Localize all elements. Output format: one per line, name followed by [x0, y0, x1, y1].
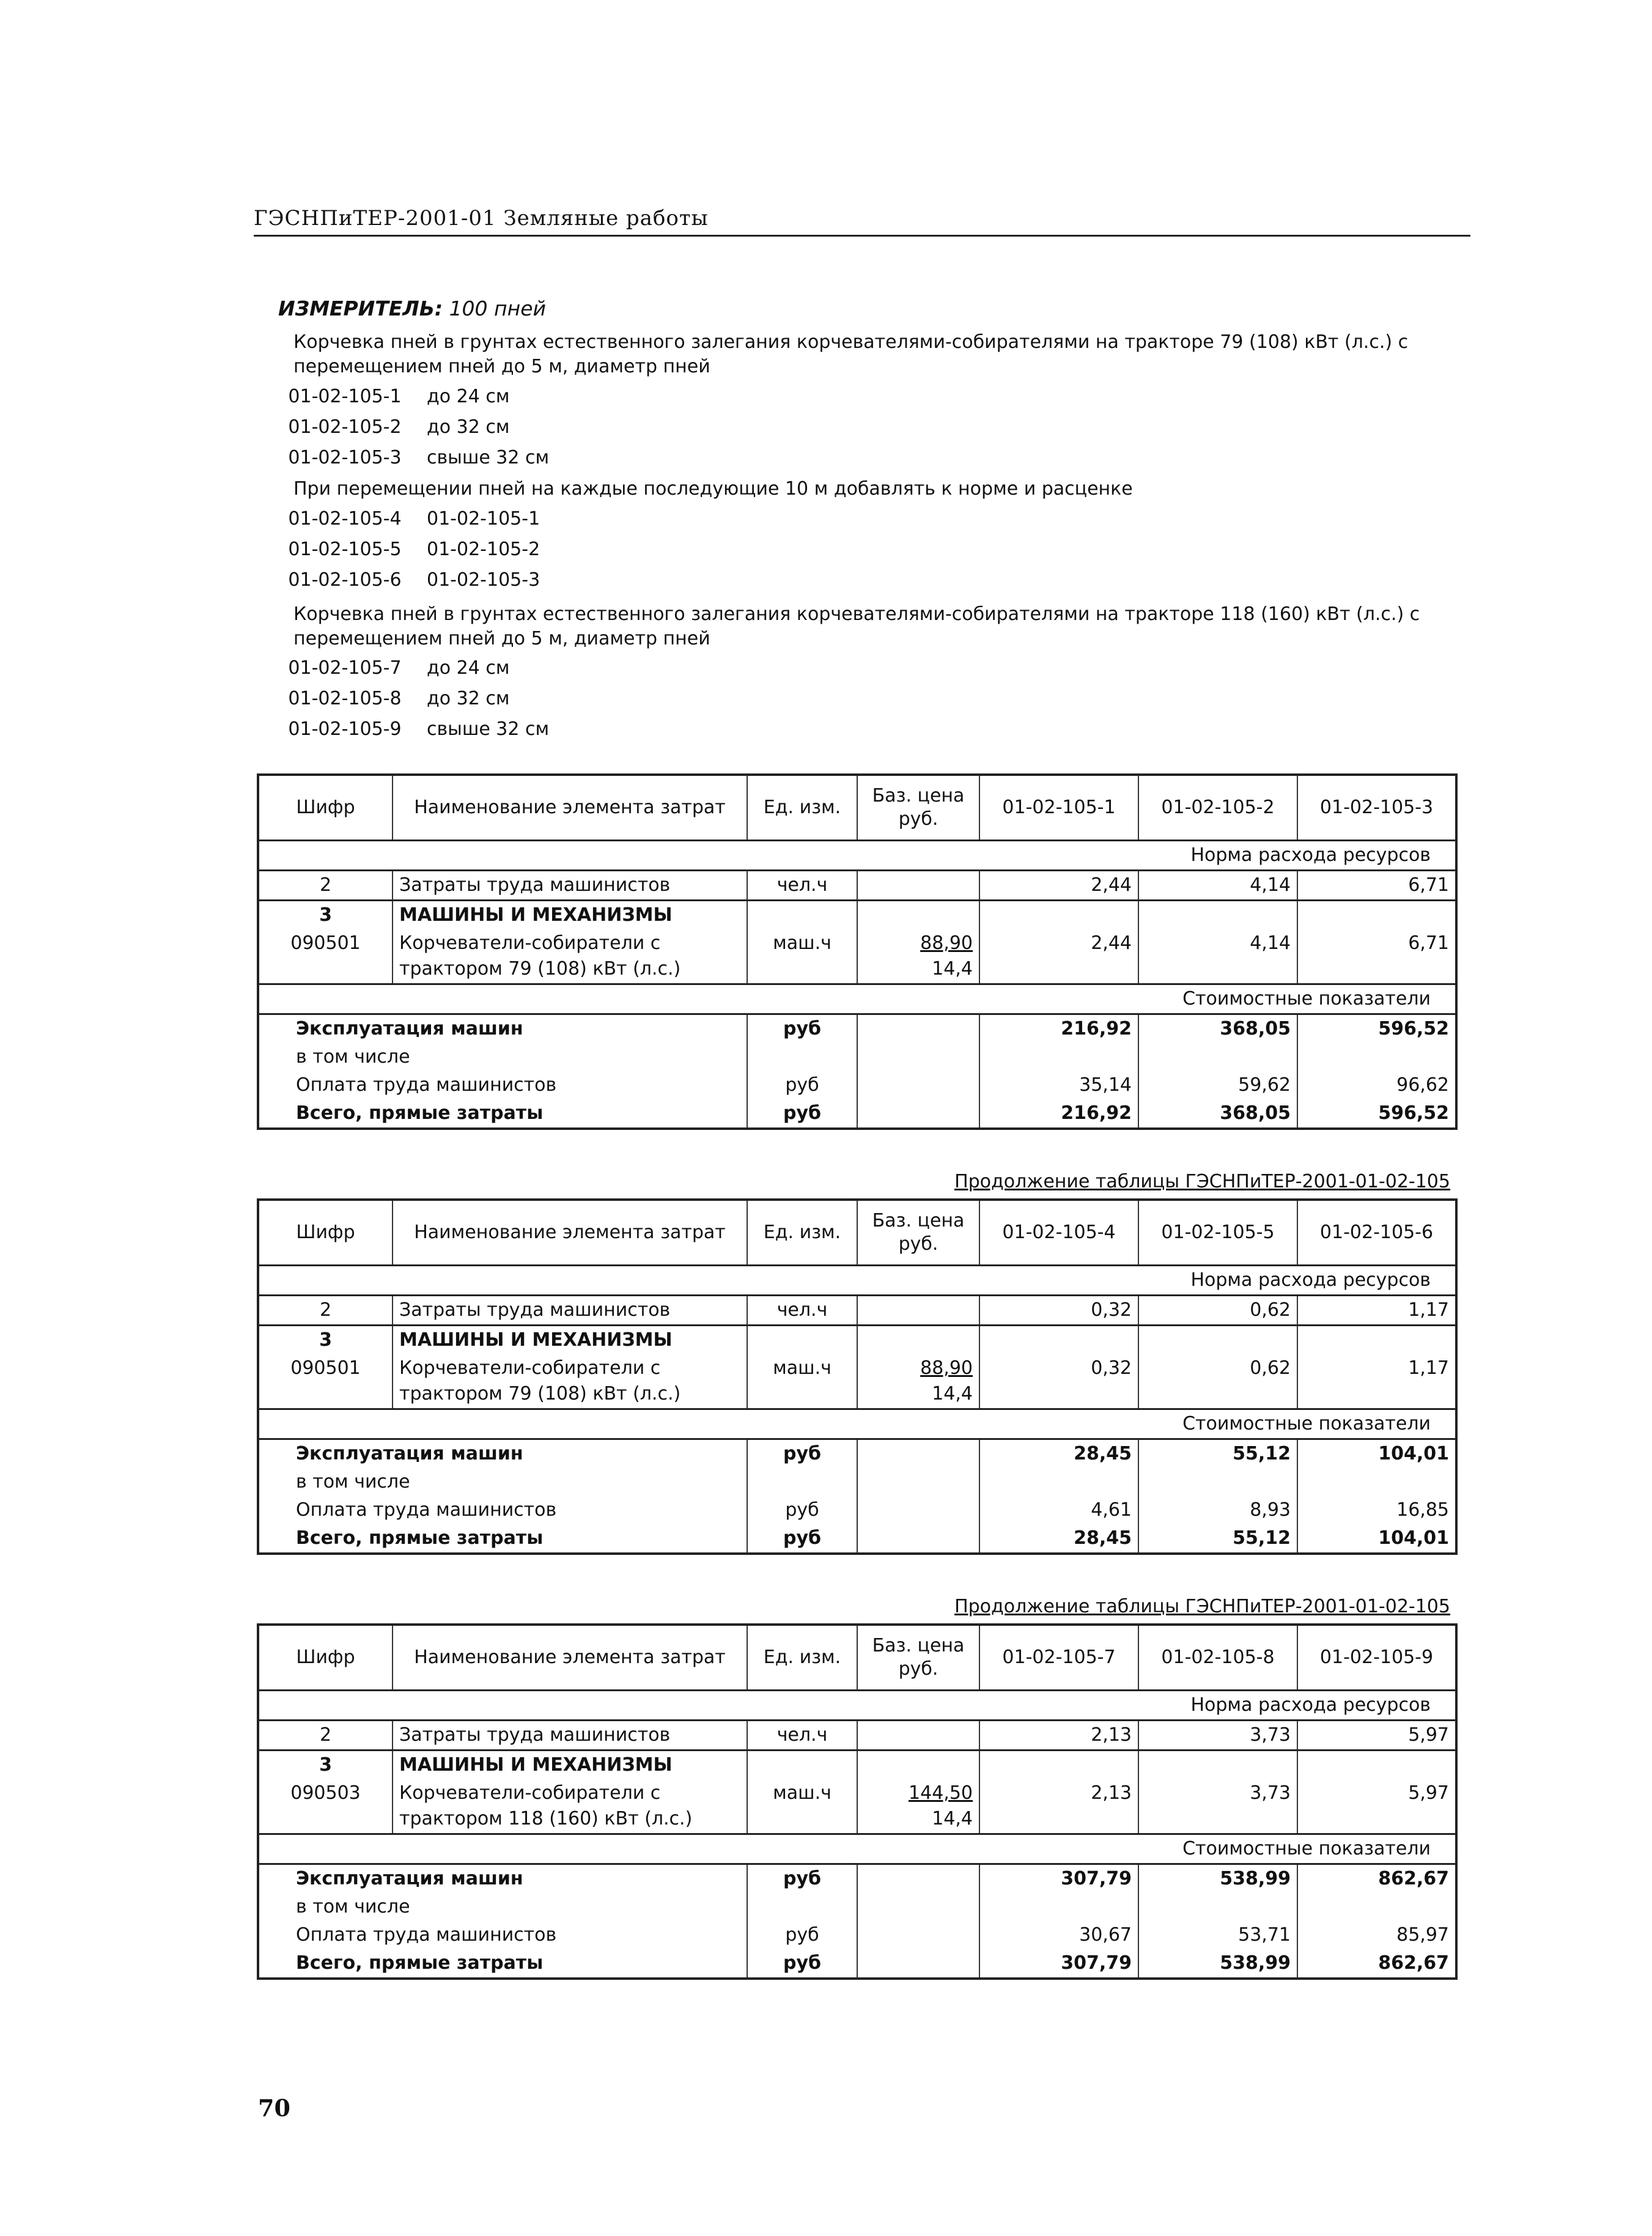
- row-value: 538,99: [1138, 1864, 1297, 1894]
- table-continuation-caption: Продолжение таблицы ГЭСНПиТЕР-2001-01-02-105: [954, 1596, 1450, 1617]
- cost-section-label: Стоимостные показатели: [258, 1409, 1456, 1439]
- col-header-price: Баз. цена руб.: [857, 1625, 979, 1691]
- table-row: [258, 1496, 1456, 1524]
- row-num: 2: [258, 1721, 393, 1751]
- code-line: [263, 715, 549, 743]
- code-desc: свыше 32 см: [427, 447, 550, 468]
- col-header-unit: Ед. изм.: [747, 1625, 857, 1691]
- row-value: 4,61: [979, 1496, 1138, 1524]
- machine-unit: маш.ч: [747, 1779, 857, 1834]
- table-row: [258, 1296, 1456, 1326]
- table-continuation-caption: Продолжение таблицы ГЭСНПиТЕР-2001-01-02-105: [954, 1171, 1450, 1192]
- col-header-code: Шифр: [258, 1200, 393, 1266]
- code-line: [263, 654, 509, 682]
- code: 01-02-105-5: [288, 539, 402, 560]
- table-row: [258, 1071, 1456, 1099]
- group3-description: Корчевка пней в грунтах естественного залегания корчевателями-собирателями на тракторе 118 (160) кВт (л.с.) с перемещением пней до 5 м, диаметр пней: [293, 603, 1420, 649]
- row-value: 85,97: [1297, 1921, 1456, 1949]
- code: 01-02-105-4: [288, 508, 402, 529]
- row-value: 6,71: [1297, 929, 1456, 984]
- row-name: Затраты труда машинистов: [393, 871, 747, 901]
- row-value: 1,17: [1297, 1354, 1456, 1409]
- code-desc: до 32 см: [427, 688, 510, 709]
- code-desc: 01-02-105-1: [427, 508, 540, 529]
- code: 01-02-105-6: [288, 569, 402, 591]
- row-value: 1,17: [1297, 1296, 1456, 1326]
- table-row: [258, 1524, 1456, 1554]
- row-value: 2,13: [979, 1721, 1138, 1751]
- machine-price: 144,50: [909, 1782, 973, 1804]
- group2-description: При перемещении пней на каждые последующие 10 м добавлять к норме и расценке: [293, 478, 1133, 500]
- row-value: 368,05: [1138, 1099, 1297, 1129]
- total-name: Всего, прямые затраты: [258, 1949, 747, 1979]
- code-desc: до 24 см: [427, 657, 510, 679]
- row-unit: чел.ч: [747, 1296, 857, 1326]
- row-num: 2: [258, 1296, 393, 1326]
- code-line: [263, 536, 540, 564]
- table-row: [258, 1439, 1456, 1469]
- row-name: Затраты труда машинистов: [393, 1296, 747, 1326]
- col-header-name: Наименование элемента затрат: [393, 775, 747, 841]
- code: 01-02-105-9: [288, 718, 402, 740]
- row-value: 3,73: [1138, 1721, 1297, 1751]
- col-header-name: Наименование элемента затрат: [393, 1200, 747, 1266]
- code-line: [263, 383, 509, 411]
- machine-price-secondary: 14,4: [932, 1808, 973, 1829]
- code-desc: до 32 см: [427, 416, 510, 438]
- pay-unit: руб: [747, 1496, 857, 1524]
- row-value: 59,62: [1138, 1071, 1297, 1099]
- section-title: МАШИНЫ И МЕХАНИЗМЫ: [393, 1326, 747, 1355]
- code-desc: 01-02-105-3: [427, 569, 540, 591]
- pay-unit: руб: [747, 1921, 857, 1949]
- row-num: 2: [258, 871, 393, 901]
- row-value: 35,14: [979, 1071, 1138, 1099]
- code-line: [263, 505, 540, 533]
- measure-value: 100 пней: [449, 297, 546, 320]
- col-header-code: Шифр: [258, 1625, 393, 1691]
- machine-code: 090501: [258, 929, 393, 984]
- total-name: Всего, прямые затраты: [258, 1099, 747, 1129]
- row-value: 2,13: [979, 1779, 1138, 1834]
- resource-table-1: [257, 773, 1455, 1130]
- machine-name: Корчеватели-собиратели с трактором 79 (108) кВт (л.с.): [393, 929, 747, 984]
- machine-name: Корчеватели-собиратели с трактором 118 (160) кВт (л.с.): [393, 1779, 747, 1834]
- row-value: 0,32: [979, 1296, 1138, 1326]
- row-value: 0,32: [979, 1354, 1138, 1409]
- row-value: 28,45: [979, 1439, 1138, 1469]
- page-header: ГЭСНПиТЕР-2001-01 Земляные работы: [254, 202, 1470, 237]
- pay-unit: руб: [747, 1071, 857, 1099]
- col-header-unit: Ед. изм.: [747, 1200, 857, 1266]
- total-unit: руб: [747, 1524, 857, 1554]
- incl-label: в том числе: [258, 1043, 747, 1071]
- col-header-code-3: 01-02-105-6: [1297, 1200, 1456, 1266]
- resource-table-2: [257, 1198, 1455, 1555]
- table-row: [258, 1014, 1456, 1044]
- machine-code: 090501: [258, 1354, 393, 1409]
- col-header-name: Наименование элемента затрат: [393, 1625, 747, 1691]
- exploit-name: Эксплуатация машин: [258, 1014, 747, 1044]
- norm-section-label: Норма расхода ресурсов: [258, 1691, 1456, 1721]
- norm-section-label: Норма расхода ресурсов: [258, 1266, 1456, 1296]
- table-row: [258, 1779, 1456, 1834]
- col-header-code-1: 01-02-105-4: [979, 1200, 1138, 1266]
- col-header-code-2: 01-02-105-5: [1138, 1200, 1297, 1266]
- row-value: 216,92: [979, 1099, 1138, 1129]
- exploit-unit: руб: [747, 1439, 857, 1469]
- total-unit: руб: [747, 1099, 857, 1129]
- machine-price-secondary: 14,4: [932, 1383, 973, 1404]
- code-line: [263, 685, 509, 713]
- table-row: [258, 929, 1456, 984]
- row-value: 368,05: [1138, 1014, 1297, 1044]
- cost-section-label: Стоимостные показатели: [258, 1834, 1456, 1864]
- col-header-code-1: 01-02-105-1: [979, 775, 1138, 841]
- row-value: 307,79: [979, 1864, 1138, 1894]
- section-num: 3: [258, 1326, 393, 1355]
- row-value: 538,99: [1138, 1949, 1297, 1979]
- group1-description: Корчевка пней в грунтах естественного залегания корчевателями-собирателями на тракторе 79 (108) кВт (л.с.) с перемещением пней до 5 м, диаметр пней: [293, 331, 1409, 377]
- machine-unit: маш.ч: [747, 929, 857, 984]
- row-value: 596,52: [1297, 1099, 1456, 1129]
- incl-label: в том числе: [258, 1893, 747, 1921]
- table-row: [258, 1099, 1456, 1129]
- row-value: 5,97: [1297, 1721, 1456, 1751]
- code-line: [263, 413, 509, 441]
- resource-table-3: [257, 1623, 1455, 1980]
- row-value: 307,79: [979, 1949, 1138, 1979]
- table-row: [258, 1354, 1456, 1409]
- row-value: 53,71: [1138, 1921, 1297, 1949]
- row-value: 30,67: [979, 1921, 1138, 1949]
- table-row: [258, 1721, 1456, 1751]
- pay-name: Оплата труда машинистов: [258, 1496, 747, 1524]
- cost-section-label: Стоимостные показатели: [258, 984, 1456, 1014]
- code: 01-02-105-2: [288, 416, 402, 438]
- row-value: 8,93: [1138, 1496, 1297, 1524]
- measure-line: [278, 297, 546, 320]
- row-value: 28,45: [979, 1524, 1138, 1554]
- row-value: 4,14: [1138, 871, 1297, 901]
- col-header-code: Шифр: [258, 775, 393, 841]
- col-header-code-3: 01-02-105-9: [1297, 1625, 1456, 1691]
- norm-section-label: Норма расхода ресурсов: [258, 841, 1456, 871]
- code: 01-02-105-1: [288, 386, 402, 407]
- row-value: 6,71: [1297, 871, 1456, 901]
- row-value: 2,44: [979, 929, 1138, 984]
- row-value: 2,44: [979, 871, 1138, 901]
- code-line: [263, 566, 540, 594]
- col-header-unit: Ед. изм.: [747, 775, 857, 841]
- machine-price-secondary: 14,4: [932, 958, 973, 980]
- exploit-name: Эксплуатация машин: [258, 1439, 747, 1469]
- pay-name: Оплата труда машинистов: [258, 1071, 747, 1099]
- table-row: [258, 871, 1456, 901]
- section-title: МАШИНЫ И МЕХАНИЗМЫ: [393, 901, 747, 930]
- exploit-name: Эксплуатация машин: [258, 1864, 747, 1894]
- code-line: [263, 444, 549, 472]
- row-value: 104,01: [1297, 1439, 1456, 1469]
- exploit-unit: руб: [747, 1014, 857, 1044]
- total-name: Всего, прямые затраты: [258, 1524, 747, 1554]
- table-row: [258, 1864, 1456, 1894]
- table-row: [258, 1921, 1456, 1949]
- machine-name: Корчеватели-собиратели с трактором 79 (108) кВт (л.с.): [393, 1354, 747, 1409]
- row-value: 16,85: [1297, 1496, 1456, 1524]
- machine-code: 090503: [258, 1779, 393, 1834]
- table-row: [258, 1949, 1456, 1979]
- row-value: 104,01: [1297, 1524, 1456, 1554]
- col-header-price: Баз. цена руб.: [857, 775, 979, 841]
- row-unit: чел.ч: [747, 871, 857, 901]
- row-value: 216,92: [979, 1014, 1138, 1044]
- machine-price: 88,90: [920, 932, 973, 954]
- section-num: 3: [258, 901, 393, 930]
- row-value: 96,62: [1297, 1071, 1456, 1099]
- machine-unit: маш.ч: [747, 1354, 857, 1409]
- row-value: 596,52: [1297, 1014, 1456, 1044]
- machine-price: 88,90: [920, 1357, 973, 1379]
- col-header-code-2: 01-02-105-8: [1138, 1625, 1297, 1691]
- row-value: 3,73: [1138, 1779, 1297, 1834]
- pay-name: Оплата труда машинистов: [258, 1921, 747, 1949]
- row-value: 55,12: [1138, 1524, 1297, 1554]
- section-num: 3: [258, 1751, 393, 1780]
- col-header-code-2: 01-02-105-2: [1138, 775, 1297, 841]
- code: 01-02-105-8: [288, 688, 402, 709]
- row-value: 55,12: [1138, 1439, 1297, 1469]
- row-unit: чел.ч: [747, 1721, 857, 1751]
- col-header-code-3: 01-02-105-3: [1297, 775, 1456, 841]
- row-value: 862,67: [1297, 1949, 1456, 1979]
- row-value: 862,67: [1297, 1864, 1456, 1894]
- col-header-code-1: 01-02-105-7: [979, 1625, 1138, 1691]
- row-value: 4,14: [1138, 929, 1297, 984]
- section-title: МАШИНЫ И МЕХАНИЗМЫ: [393, 1751, 747, 1780]
- col-header-price: Баз. цена руб.: [857, 1200, 979, 1266]
- row-value: 5,97: [1297, 1779, 1456, 1834]
- row-value: 0,62: [1138, 1296, 1297, 1326]
- measure-label: ИЗМЕРИТЕЛЬ:: [278, 297, 443, 320]
- row-name: Затраты труда машинистов: [393, 1721, 747, 1751]
- exploit-unit: руб: [747, 1864, 857, 1894]
- code: 01-02-105-3: [288, 447, 402, 468]
- row-value: 0,62: [1138, 1354, 1297, 1409]
- code: 01-02-105-7: [288, 657, 402, 679]
- code-desc: до 24 см: [427, 386, 510, 407]
- total-unit: руб: [747, 1949, 857, 1979]
- code-desc: свыше 32 см: [427, 718, 550, 740]
- incl-label: в том числе: [258, 1468, 747, 1496]
- page-number: 70: [258, 2094, 290, 2122]
- code-desc: 01-02-105-2: [427, 539, 540, 560]
